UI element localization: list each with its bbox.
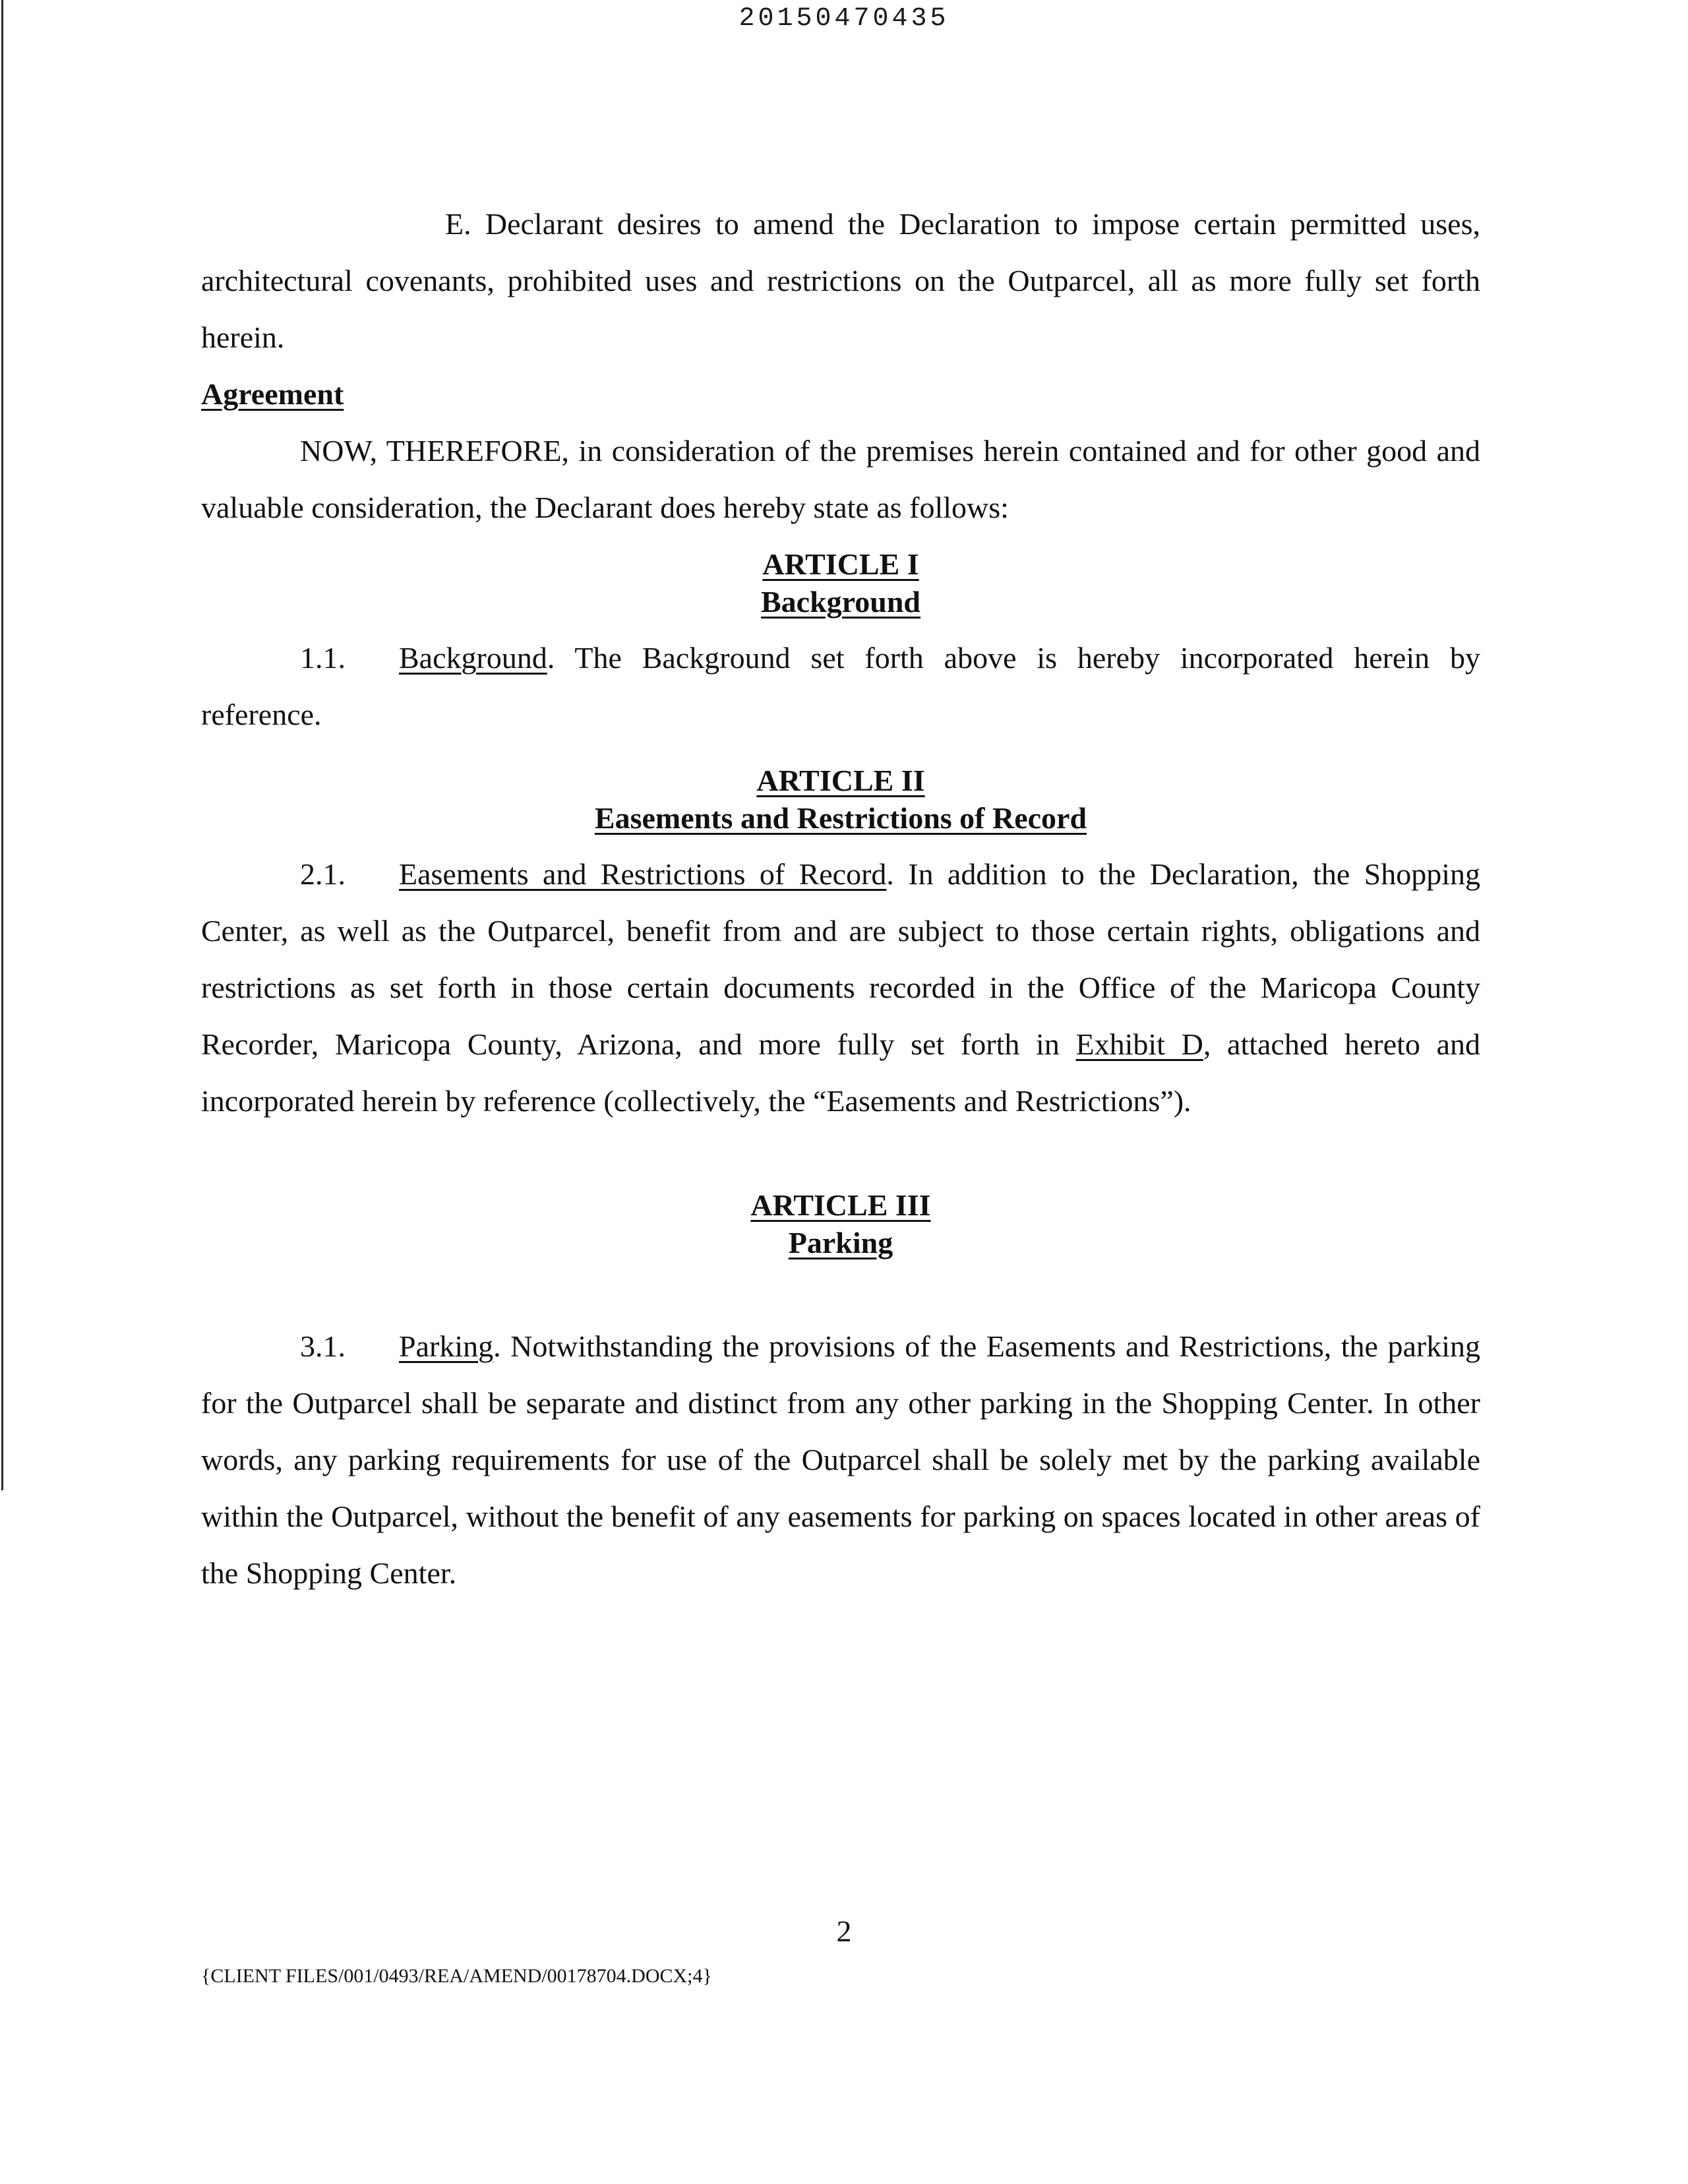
footer-file-path: {CLIENT FILES/001/0493/REA/AMEND/00178704.DOCX;4} (201, 1965, 712, 1987)
scan-edge-line (1, 0, 3, 1490)
section-2-1-title: Easements and Restrictions of Record (399, 857, 887, 891)
article-2-heading-block (201, 752, 1480, 846)
document-body (201, 196, 1480, 1602)
article-1-heading: ARTICLE I (762, 547, 919, 581)
agreement-heading (201, 366, 1480, 423)
section-3-1-text: . Notwithstanding the provisions of the Easements and Restrictions, the parking for the Outparcel shall be separate and distinct from any other parking in the Shopping Center. In other words, any parking requirements for use of the Outparcel shall be solely met by the parking available within the Outparcel, without the benefit of any easements for parking on spaces located in other areas of the Shopping Center. (201, 1329, 1480, 1590)
section-2-1-text-a: . In addition to the Declaration, the Shopping Center, as well as the Outparcel, benefit from and are subject to those certain rights, obligations and restrictions as set forth in those certain documents recorded in the Office of the Maricopa County Recorder, Maricopa County, Arizona, and more fully set forth in (201, 857, 1480, 1061)
section-3-1-title: Parking (399, 1329, 494, 1363)
article-2-heading: ARTICLE II (756, 764, 925, 797)
article-3-heading-block (201, 1177, 1480, 1271)
article-3-subheading: Parking (788, 1226, 893, 1259)
recital-e-paragraph: E. Declarant desires to amend the Declaration to impose certain permitted uses, architectural covenants, prohibited uses and restrictions on the Outparcel, all as more fully set forth herein. (201, 207, 1480, 354)
page-number: 2 (836, 1914, 852, 1948)
article-2-subheading: Easements and Restrictions of Record (594, 801, 1087, 835)
section-2-1-number: 2.1. (300, 857, 346, 891)
section-3-1-number: 3.1. (300, 1329, 346, 1363)
recording-number: 20150470435 (738, 4, 950, 34)
article-1-subheading: Background (760, 585, 921, 619)
section-2-1-paragraph (201, 846, 1480, 1130)
article-3-heading: ARTICLE III (750, 1188, 931, 1222)
section-1-1-title: Background (399, 641, 547, 675)
article-1-heading-block (201, 536, 1480, 630)
section-2-1-text-b: , attached hereto and incorporated herein by reference (collectively, the “Easements and Restrictions”). (201, 1027, 1480, 1118)
exhibit-d-reference: Exhibit D (1075, 1027, 1203, 1061)
agreement-paragraph: NOW, THEREFORE, in consideration of the premises herein contained and for other good and valuable consideration, the Declarant does hereby state as follows: (201, 434, 1480, 524)
section-3-1-paragraph (201, 1318, 1480, 1602)
section-1-1-number: 1.1. (300, 641, 346, 675)
agreement-heading-text: Agreement (201, 377, 344, 411)
section-1-1-text: . The Background set forth above is hereby incorporated herein by reference. (201, 641, 1480, 731)
section-1-1-paragraph (201, 630, 1480, 743)
